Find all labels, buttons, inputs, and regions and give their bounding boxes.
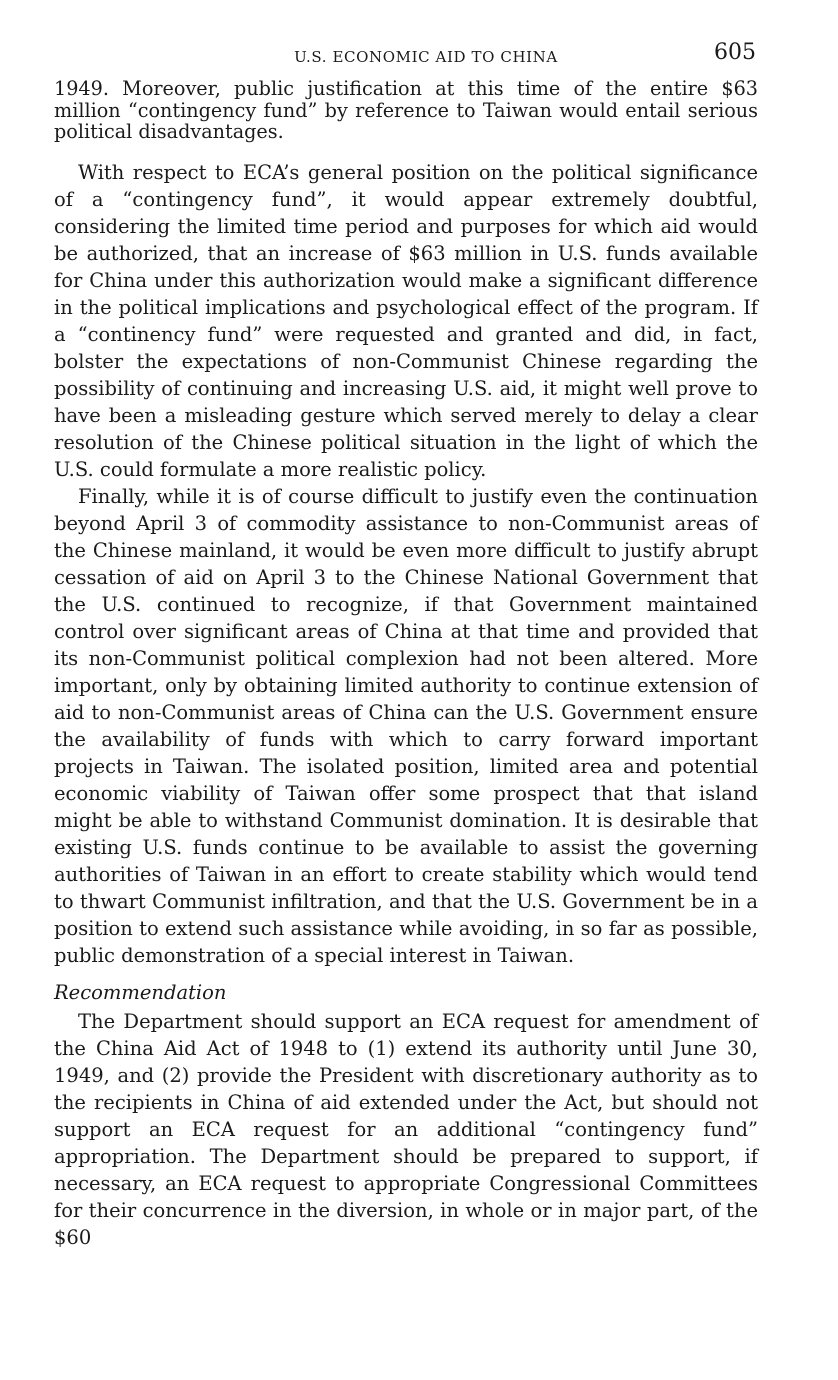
running-head: U.S. ECONOMIC AID TO CHINA <box>294 48 558 66</box>
page-number: 605 <box>714 40 756 65</box>
section-heading-recommendation: Recommendation <box>54 980 227 1004</box>
paragraph-recommendation: The Department should support an ECA request for amendment of the China Aid Act of 1948 to (1) extend its authority until June 30, 1949, and (2) provide the President with discretionary authority as to the recipients in China of aid extended under the Act, but should not support an ECA request for an additional “contingency fund” appropriation. The Department should be prepared to support, if necessary, an ECA request to appropriate Congressional Committees for their concurrence in the diversion, in whole or in major part, of the $60 <box>54 1009 758 1249</box>
paragraph-finally: Finally, while it is of course difficult to justify even the continuation beyond April 3 of commodity assistance to non-Communist areas of the Chinese mainland, it would be even more difficult to justify abrupt cessation of aid on April 3 to the Chinese National Government that the U.S. continued to recognize, if that Government maintained control over significant areas of China at that time and provided that its non-Communist political complexion had not been altered. More important, only by obtaining limited authority to continue extension of aid to non-Communist areas of China can the U.S. Government ensure the availability of funds with which to carry forward important projects in Taiwan. The isolated position, limited area and potential economic viability of Taiwan offer some prospect that that island might be able to withstand Communist domination. It is desirable that existing U.S. funds continue to be available to assist the governing authorities of Taiwan in an effort to create stability which would tend to thwart Communist infiltration, and that the U.S. Government be in a position to extend such assistance while avoiding, in so far as possible, public demonstration of a special interest in Taiwan. <box>54 484 758 967</box>
paragraph-contingency-fund: With respect to ECA’s general position on the political significance of a “contingency fund”, it would appear extremely doubtful, considering the limited time period and purposes for which aid would be authorized, that an increase of $63 million in U.S. funds available for China under this authorization would make a significant difference in the political implications and psychological effect of the program. If a “continency fund” were requested and granted and did, in fact, bolster the expectations of non-Communist Chinese regarding the possibility of continuing and increasing U.S. aid, it might well prove to have been a misleading gesture which served merely to delay a clear resolution of the Chinese political situation in the light of which the U.S. could formulate a more realistic policy. <box>54 160 758 481</box>
page-header <box>54 40 758 78</box>
document-page <box>54 40 758 1251</box>
paragraph-continuation: 1949. Moreover, public justification at this time of the entire $63 million “contingency fund” by reference to Taiwan would entail serious political disadvantages. <box>54 77 758 143</box>
